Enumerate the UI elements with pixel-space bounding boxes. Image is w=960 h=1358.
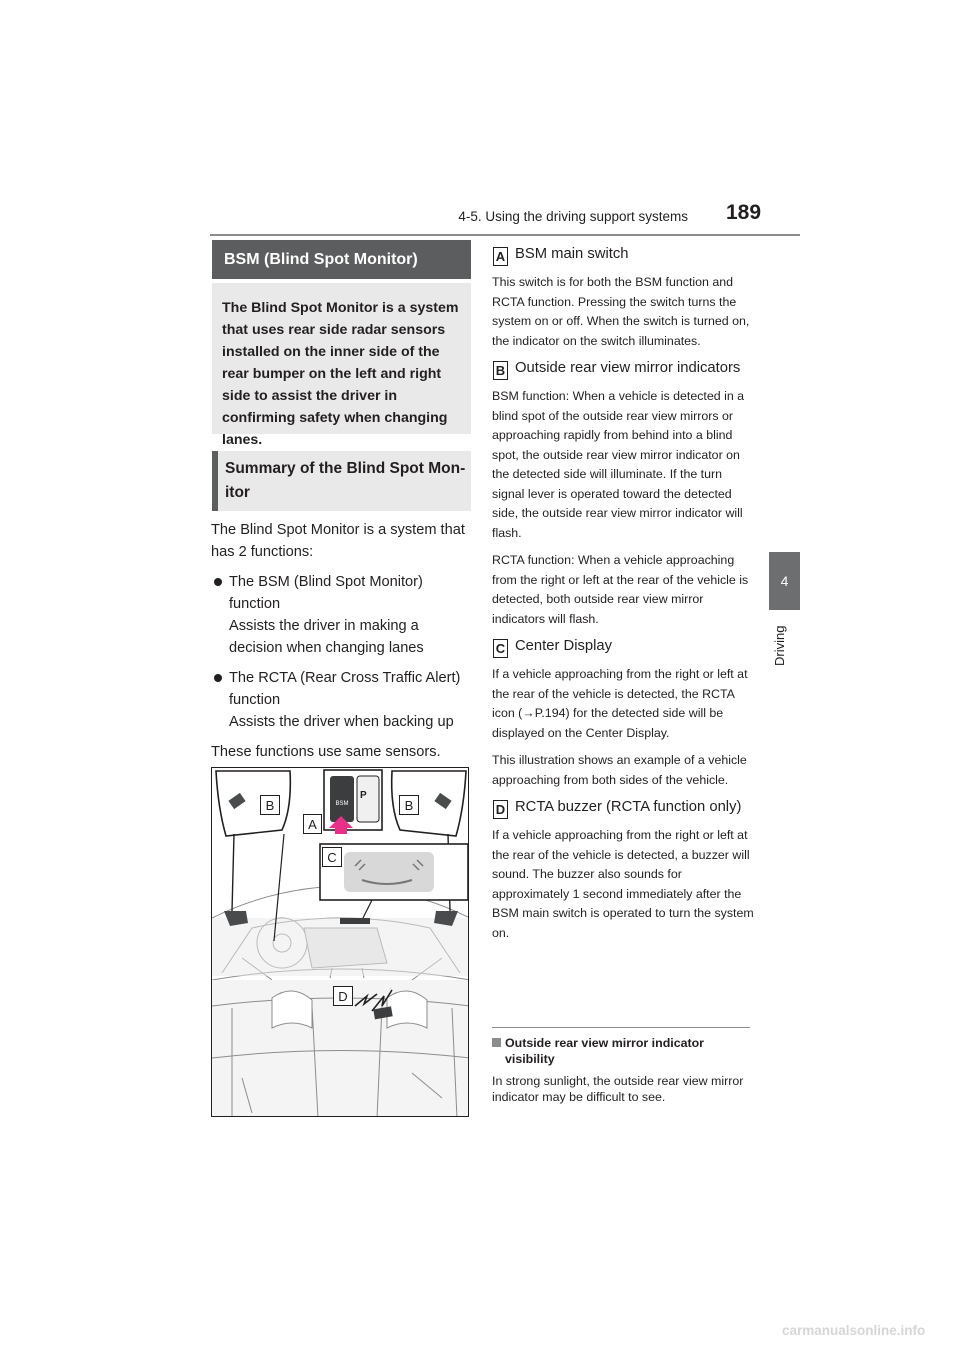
label-a-box: A [493,247,508,266]
bullet-rcta: The RCTA (Rear Cross Traffic Alert) function Assists the driver when backing up [211,667,473,733]
section-heading: BSM (Blind Spot Monitor) [212,240,471,279]
summary-paragraph: The Blind Spot Monitor is a system that has 2 functions: [211,522,465,560]
intro-box: The Blind Spot Monitor is a system that uses rear side radar sensors installed on the inner side of the rear bumper on the left and right side to assist the driver in confirming safety when changing lanes. [212,283,471,434]
bsm-illustration [211,767,469,1117]
note-heading: Outside rear view mirror indicator visibility [492,1035,750,1067]
vehicle-illustration [212,768,469,1117]
label-b-box: B [493,361,508,380]
sensors-paragraph: These functions use same sensors. [211,744,441,760]
callout-c: C [322,847,342,867]
callout-d: D [333,986,353,1006]
label-d-box: D [493,800,508,819]
chapter-label: Driving [772,625,787,666]
subheading: Summary of the Blind Spot Mon- itor [212,451,471,511]
bullet-dot-icon [214,578,222,586]
chapter-tab[interactable]: 4 [769,552,800,610]
callout-b-right: B [399,795,419,815]
item-d-text: If a vehicle approaching from the right or left at the rear of the vehicle is detected, a buzzer will sound. The buzzer also sounds for approximately 1 second immediately after the BSM main switch is operated to turn the system on. [492,828,754,940]
item-b-heading: B Outside rear view mirror indicators [492,359,754,381]
note-divider [492,1027,750,1028]
bsm-switch-label: BSM [335,801,349,807]
watermark: carmanualsonline.info [782,1323,926,1338]
item-list [492,245,754,951]
p-switch-label: P [360,790,367,801]
callout-b-left: B [260,795,280,815]
item-c-text: If a vehicle approaching from the right or left at the rear of the vehicle is detected, the RCTA icon (→P.194) for the detected side will be displayed on the Center Display. [492,667,748,740]
section-title: 4-5. Using the driving support systems [458,209,688,224]
item-a-text: This switch is for both the BSM function and RCTA function. Pressing the switch turns the system on or off. When the switch is turned on, the indicator on the switch illuminates. [492,275,750,348]
label-c-box: C [493,639,508,658]
bullet-bsm: The BSM (Blind Spot Monitor) function Assists the driver in making a decision when changing lanes [211,571,473,659]
page-number: 189 [726,201,762,224]
summary-text [211,519,473,771]
square-bullet-icon [492,1038,501,1047]
bullet-dot-icon [214,674,222,682]
item-b-text-rcta: RCTA function: When a vehicle approaching from the right or left at the rear of the vehicle is detected, both outside rear view mirror indicators will flash. [492,553,749,626]
item-d-heading: D RCTA buzzer (RCTA function only) [492,798,754,820]
header-divider [210,234,800,236]
item-c-example: This illustration shows an example of a vehicle approaching from both sides of the vehicle. [492,753,747,787]
callout-a: A [303,814,322,834]
item-a-heading: A BSM main switch [492,245,754,267]
item-c-heading: C Center Display [492,637,754,659]
item-b-text-bsm: BSM function: When a vehicle is detected in a blind spot of the outside rear view mirrors or approaching rapidly from behind into a blind spot, the outside rear view mirror indicator on the detected side will illuminate. If the turn signal lever is operated toward the detected side, the outside rear view mirror indicator will flash. [492,389,745,540]
note-text: In strong sunlight, the outside rear view mirror indicator may be difficult to see. [492,1074,744,1104]
